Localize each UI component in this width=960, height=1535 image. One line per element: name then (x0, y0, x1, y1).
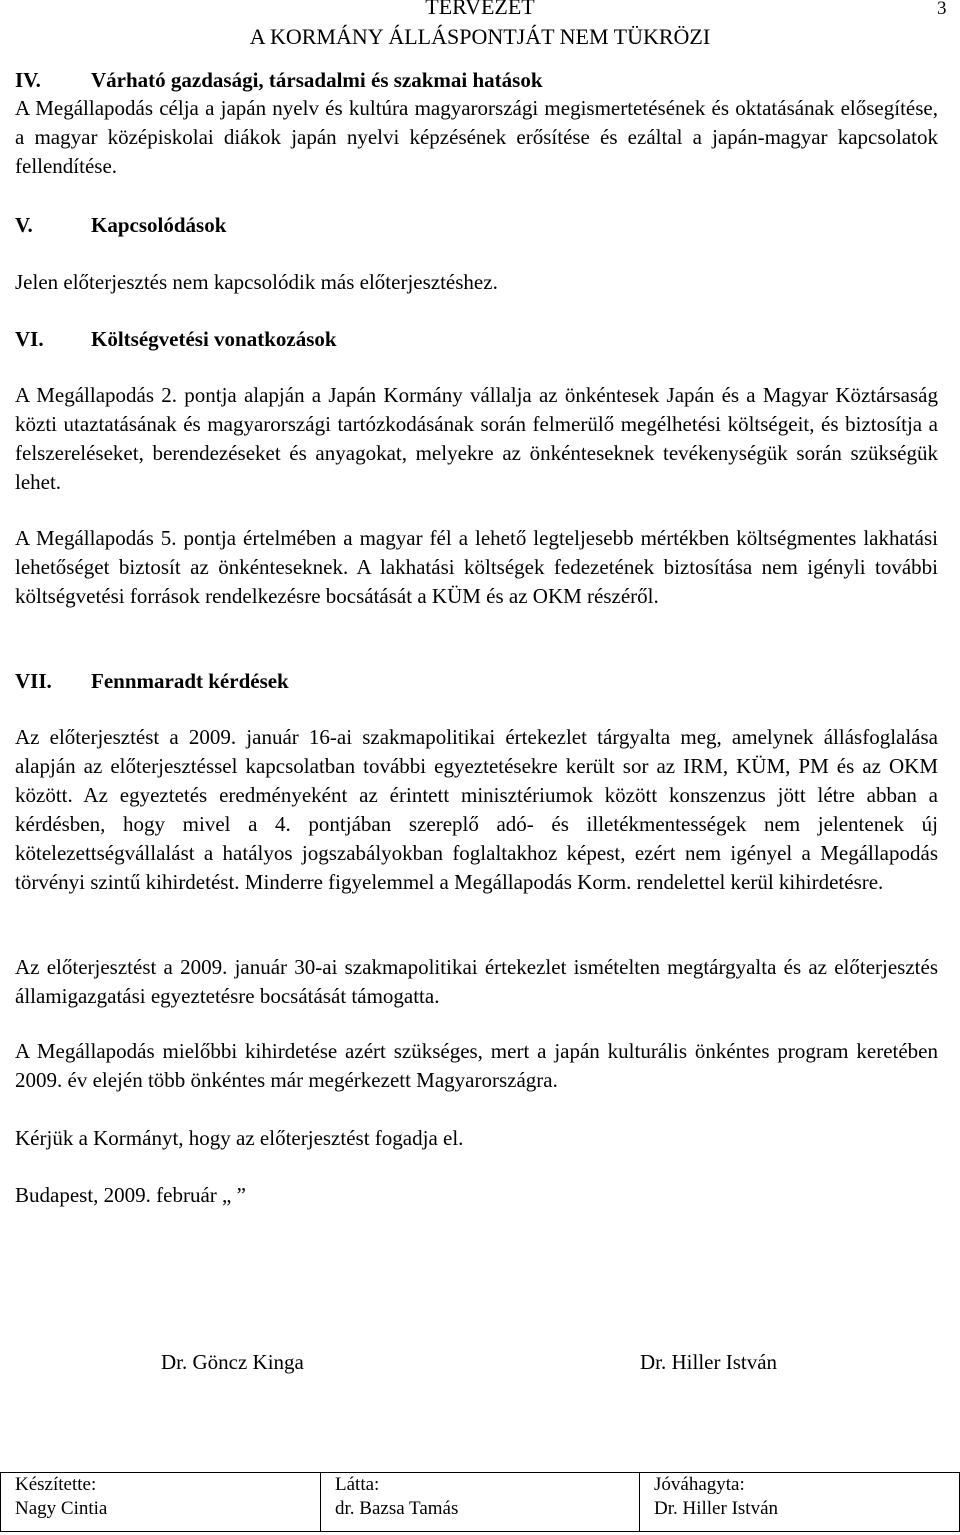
approved-cell (640, 1473, 960, 1532)
place-date: Budapest, 2009. február „ ” (15, 1183, 246, 1207)
closing-request: Kérjük a Kormányt, hogy az előterjesztést fogadja el. (15, 1126, 464, 1150)
approved-label: Jóváhagyta: (654, 1474, 745, 1495)
page-number: 3 (937, 0, 947, 19)
section-iv-title: Várható gazdasági, társadalmi és szakmai hatások (91, 68, 543, 92)
draft-header-line1: TERVEZET (425, 0, 535, 19)
approved-name: Dr. Hiller István (654, 1498, 779, 1519)
section-vii-body-1: Az előterjesztést a 2009. január 16-ai szakmapolitikai értekezlet tárgyalta meg, amelynek állásfoglalása alapján az előterjesztéssel kapcsolatban további egyeztetésekre került sor az IRM, KÜM, PM és az OKM között. Az egyeztetés eredményeként az érintett minisztériumok között konszenzus jött létre abban a kérdésben, hogy mivel a 4. pontjában szereplő adó- és illetékmentességek nem jelentenek új kötelezettségvállalást a hatályos jogszabályokban foglaltakhoz képest, ezért nem igényel a Megállapodás törvényi szintű kihirdetést. Minderre figyelemmel a Megállapodás Korm. rendelettel kerül kihirdetésre. (15, 725, 938, 894)
section-v-heading (15, 211, 226, 239)
section-vi-heading (15, 325, 337, 353)
prepared-name: Nagy Cintia (15, 1498, 108, 1519)
section-vi-number: VI. (15, 327, 44, 351)
section-v-body: Jelen előterjesztés nem kapcsolódik más előterjesztéshez. (15, 270, 498, 294)
signature-right: Dr. Hiller István (640, 1350, 778, 1374)
section-vii-body-2: Az előterjesztést a 2009. január 30-ai szakmapolitikai értekezlet ismételten megtárgyalta és az előterjesztés államigazgatási egyeztetésre bocsátását támogatta. (15, 955, 938, 1008)
prepared-label: Készítette: (15, 1474, 97, 1495)
seen-label: Látta: (335, 1474, 380, 1495)
section-vii-heading (15, 667, 289, 695)
section-vi-body-1: A Megállapodás 2. pontja alapján a Japán Kormány vállalja az önkéntesek Japán és a Magyar Köztársaság közti utaztatásának és magyarországi tartózkodásának során felmerülő megélhetési költségeit, és biztosítja a felszereléseket, berendezéseket és anyagokat, melyekre az önkénteseknek tevékenységük során szükségük lehet. (15, 383, 938, 494)
signature-left: Dr. Göncz Kinga (161, 1350, 304, 1374)
section-vi-body-2: A Megállapodás 5. pontja értelmében a magyar fél a lehető legteljesebb mértékben költségmentes lakhatási lehetőséget biztosít az önkénteseknek. A lakhatási költségek fedezetének biztosítása nem igényli további költségvetési források rendelkezésre bocsátását a KÜM és az OKM részéről. (15, 526, 938, 608)
section-v-number: V. (15, 213, 33, 237)
seen-name: dr. Bazsa Tamás (335, 1498, 459, 1519)
approval-table-row (1, 1473, 960, 1532)
approval-table (0, 1472, 960, 1532)
prepared-cell (1, 1473, 321, 1532)
section-iv-number: IV. (15, 68, 41, 92)
section-iv-body: A Megállapodás célja a japán nyelv és kultúra magyarországi megismertetésének és oktatásának elősegítése, a magyar középiskolai diákok japán nyelvi képzésének erősítése és ezáltal a japán-magyar kapcsolatok fellendítése. (15, 96, 938, 178)
section-v-title: Kapcsolódások (91, 213, 227, 237)
section-vii-number: VII. (15, 669, 52, 693)
section-vii-body-3: A Megállapodás mielőbbi kihirdetése azért szükséges, mert a japán kulturális önkéntes program keretében 2009. év elején több önkéntes már megérkezett Magyarországra. (15, 1039, 938, 1092)
section-vii-title: Fennmaradt kérdések (91, 669, 289, 693)
seen-cell (321, 1473, 640, 1532)
draft-header-line2: A KORMÁNY ÁLLÁSPONTJÁT NEM TÜKRÖZI (249, 24, 711, 49)
section-iv-heading (15, 66, 543, 94)
section-vi-title: Költségvetési vonatkozások (91, 327, 337, 351)
